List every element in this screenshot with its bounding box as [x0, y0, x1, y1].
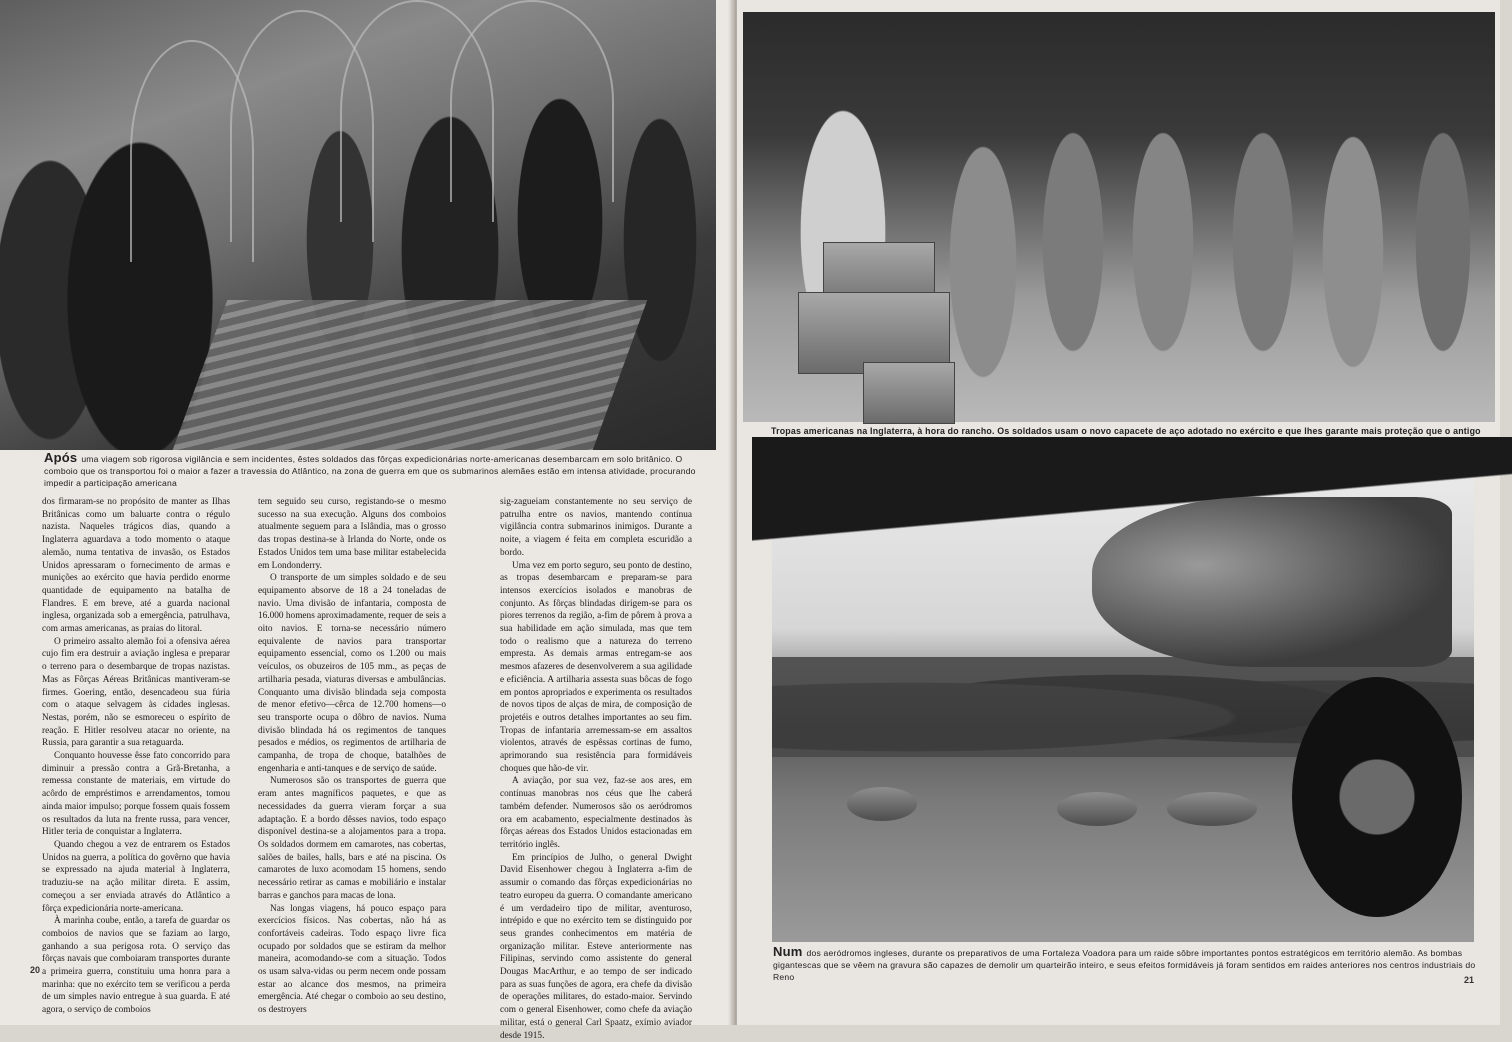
paragraph: À marinha coube, então, a tarefa de guardar os comboios de navios que se faziam ao largo, ganhando a sua perigosa rota. O serviço das fôrças navais que comboiaram transportes durante a primeira guerra, constituiu uma honra para a marinha: que no exército tem se verificou a perda de um simples navio entregue à sua guarda. E até agora, o serviço de comboios [42, 916, 230, 1016]
left-page [0, 0, 733, 1041]
paragraph: Quando chegou a vez de entrarem os Estados Unidos na guerra, a política do govêrno que havia se expressado na ajuda material à Inglaterra, traduziu-se na ação militar direta. E assim, começou a ser enviada através do Atlântico a fôrça expedicionária norte-americana. [42, 839, 230, 914]
paragraph: Nas longas viagens, há pouco espaço para exercícios físicos. Nas cobertas, não há as confortáveis cadeiras. Todo espaço livre fica ocupado por soldados que se estiram da melhor maneira, acomodando-se com a situação. Todos os usam salva-vidas ou perm necem onde possam estar ao alcance dos mesmos, na primeira emergência. Até chegar o comboio ao seu destino, os destroyers [258, 903, 446, 1016]
bottom-photo-caption [773, 946, 1495, 983]
paragraph: Em princípios de Julho, o general Dwight David Eisenhower chegou à Inglaterra a-fim de assumir o comando das fôrças expedicionárias no teatro europeu da guerra. O comandante americano é um verdadeiro tipo de militar, aventuroso, intrépido e que no exército tem se distinguido por seus grandes conhecimentos em matéria de organização militar. Esteve anteriormente nas Filipinas, servindo como assistente do general Dougas MacArthur, e ao tempo de ser indicado para as suas funções de agora, era chefe da divisão de operações militares, do estado-maior. Servindo com o general Eisenhower, como chefe da aviação militar, está o general Carl Spaatz, exímio aviador desde 1915. [500, 852, 692, 1041]
paragraph: Numerosos são os transportes de guerra que eram antes magníficos paquetes, e que as necessidades da guerra vieram forçar a sua adaptação. E a bordo dêsses navios, todo espaço disponível destina-se a alojamentos para a tropa. Os soldados dormem em camarotes, nas cobertas, salões de bailes, halls, bars e até na piscina. Os camarotes de luxo acomodam 15 homens, sendo necessário retirar as camas e mobiliário e instalar barras e ganchos para macas de lona. [258, 776, 446, 901]
paragraph: dos firmaram-se no propósito de manter as Ilhas Britânicas como um baluarte contra o régulo nazista. Naqueles trágicos dias, quando a Inglaterra aguardava a todo momento o ataque alemão, numa tentativa de invasão, os Estados Unidos apressaram o fornecimento de armas e munições ao exército que havia perdido enorme quantidade de equipamento na batalha de Flandres. E em breve, até a guarda nacional inglesa, organizada sob a emergência, patrulhava, com armas americanas, as praias do litoral. [42, 497, 230, 635]
caption-lead-word: Após [44, 450, 78, 465]
paragraph: O transporte de um simples soldado e de seu equipamento absorve de 18 a 24 toneladas de navio. Uma divisão de infantaria, composta de 16.000 homens aproximadamente, requer de seis a oito navios. E torna-se necessário número equivalente de navios para transportar equipamento essencial, como os 1.200 ou mais veículos, os obuzeiros de 105 mm., as peças de artilharia pesada, viaturas diversas e ambulâncias. Conquanto uma divisão blindada seja composta de menor efetivo—cêrca de 12.700 homens—o seu transporte ocupa o dôbro de navios. Numa divisão blindada há os regimentos de tanques pesados e médios, os regimentos de artilharia de campanha, de tropa de choque, batalhões de engenharia e anti-tanques e de serviço de saúde. [258, 573, 446, 774]
paragraph: O primeiro assalto alemão foi a ofensiva aérea cujo fim era destruir a aviação inglesa e preparar o terreno para o desembarque de tropas nazistas. Mas as Fôrças Aéreas Britânicas mantiveram-se firmes. Goering, então, desencadeou sua fúria com o ataque selvagem às cidades inglesas. Nestas, porém, não se esmoreceu o espírito de reação. E Hitler resolveu atacar no oriente, na Russia, para garantir a sua retaguarda. [42, 636, 230, 749]
paragraph: A aviação, por sua vez, faz-se aos ares, em contínuas manobras nos céus que lhe caberá também defender. Numerosos são os aeródromos ora em acabamento, especialmente destinados às fôrças aéreas dos Estados Unidos estacionadas em território inglês. [500, 776, 692, 850]
text-column-2 [258, 496, 446, 1016]
page-number-right: 21 [1464, 975, 1475, 985]
paragraph: Conquanto houvesse êsse fato concorrido para diminuir a pressão contra a Grã-Bretanha, a remessa constante de materiais, em virtude do acôrdo de empréstimos e arrendamentos, tomou ainda maior impulso; porque fossem quais fossem os resultados da luta na frente russa, para vencer, Hitler teria de conquistar a Inglaterra. [42, 751, 230, 838]
right-page [737, 0, 1500, 1025]
caption-text: uma viagem sob rigorosa vigilância e sem incidentes, êstes soldados das fôrças expedicionárias norte-americanas desembarcam em solo britânico. O comboio que os transportou foi o maior a fazer a travessia do Atlântico, na zona de guerra em que os submarinos alemães estão em intensa atividade, procurando impedir a participação americana [44, 454, 696, 488]
page-number-left: 20 [30, 965, 41, 975]
text-column-3 [500, 496, 692, 1041]
caption-lead-word: Num [773, 944, 803, 959]
left-photo-caption [44, 452, 716, 489]
caption-text: dos aeródromos ingleses, durante os preparativos de uma Fortaleza Voadora para um raide sôbre importantes pontos estratégicos em território alemão. As bombas gigantescas que se vêem na gravura são capazes de demolir um quarteirão inteiro, e seus efeitos formidáveis já foram sentidos em raides anteriores nos centros industriais do Reno [773, 948, 1476, 982]
troops-boarding-photo [0, 0, 716, 450]
airfield-bombs-photo [772, 437, 1474, 942]
top-photo-caption: Tropas americanas na Inglaterra, à hora do rancho. Os soldados usam o novo capacete de aço adotado no exército e que lhes garante mais proteção que o antigo [771, 426, 1481, 436]
paragraph: Uma vez em porto seguro, seu ponto de destino, as tropas desembarcam e preparam-se para intensos exercícios isolados e manobras de conjunto. As fôrças blindadas dirigem-se para os piores terrenos da região, a-fim de pôrem à prova a sua habilidade em ação simulada, mas que tem todo o realismo que a natureza do terreno empresta. As demais armas entregam-se aos mesmos afazeres de desenvolverem a sua agilidade e eficiência. A artilharia assesta suas bôcas de fogo em pontos apropriados e experimenta os resultados de novos tipos de alças de mira, de composição de projetéis e outros detalhes importantes ao seu fim. Tropas de infantaria arremessam-se em assaltos violentos, através de espêssas cortinas de fumo, aprimorando sua resistência para formidáveis choques que hão-de vir. [500, 560, 692, 774]
paragraph: tem seguido seu curso, registando-se o mesmo sucesso na sua execução. Alguns dos comboios atualmente seguem para a Islândia, mas o grosso das tropas destina-se à Irlanda do Norte, onde os Estados Unidos tem uma base militar estabelecida em Londonderry. [258, 497, 446, 571]
troops-mess-photo [743, 12, 1495, 422]
text-column-1 [42, 496, 230, 1016]
paragraph: sig-zagueiam constantemente no seu serviço de patrulha entre os navios, mantendo contínua vigilância contra submarinos inimigos. Durante a noite, a viagem é feita em completa escuridão a bordo. [500, 497, 692, 558]
